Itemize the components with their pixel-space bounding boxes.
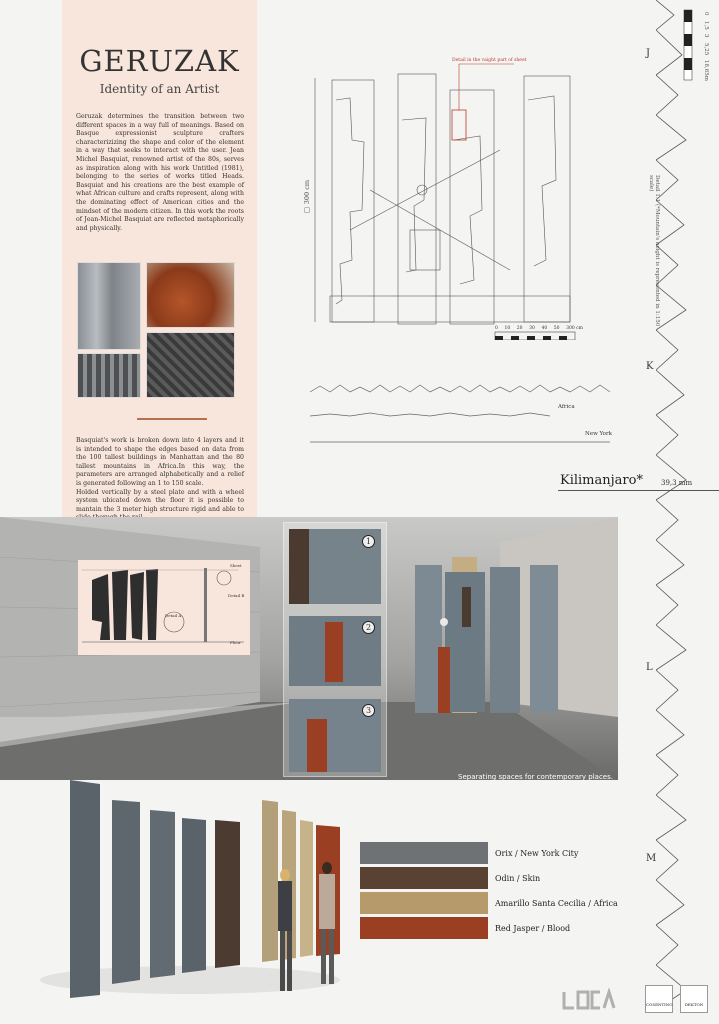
figures-photo [77, 353, 141, 398]
material-swatch-odin [360, 867, 488, 889]
brand-2-name: DEKTON [684, 1002, 704, 1007]
section-svg [78, 560, 250, 655]
render-caption: Separating spaces for contemporary places. [458, 773, 613, 781]
step-2-number: 2 [362, 621, 375, 634]
axis-letter-m: M [646, 853, 657, 864]
layers-paragraph-2: Holded vertically by a steel plate and with a wheel system ubicated down the floor it is possible to mantain the 3 meter high structure rigid and able to [76, 488, 244, 513]
profile-svg [310, 380, 610, 450]
layers-paragraph [76, 437, 244, 523]
scale-tick-30: 30 [529, 326, 535, 331]
brand-1-name: COSENTINO [646, 1002, 673, 1007]
scale-tick-labels [495, 326, 583, 331]
section-divider [137, 418, 207, 420]
panels-perspective [30, 770, 360, 1005]
scale-tick-10: 10 [504, 326, 511, 331]
sheet-label: Sheet [230, 563, 242, 568]
vertical-scale-labels [703, 12, 709, 92]
scale-value-2: 3 [703, 34, 709, 38]
detail-a-label: Detail A [165, 613, 182, 618]
assembly-steps [283, 522, 387, 777]
elevation-drawing [310, 60, 580, 340]
challenge-logo-icon [560, 988, 620, 1012]
step-3-number: 3 [362, 704, 375, 717]
scale-value-4: 18,65m [703, 60, 709, 81]
material-label-jasper: Red Jasper / Blood [495, 924, 571, 933]
poster-subtitle: Identity of an Artist [99, 82, 220, 96]
material-row-odin [360, 867, 660, 889]
scale-tick-50: 50 [553, 326, 560, 331]
material-label-odin: Odin / Skin [495, 874, 541, 883]
brand-logo-2 [680, 985, 708, 1013]
newyork-label: New York [585, 431, 612, 437]
scale-tick-20: 20 [516, 326, 523, 331]
kilimanjaro-label: Kilimanjaro* [560, 473, 643, 488]
scale-value-3: 5,25 [703, 42, 709, 55]
kilimanjaro-dimension: 39,3 mm [661, 479, 693, 487]
africa-label: Africa [558, 404, 575, 410]
detail-caption: Detail 1:1 (*Mountain's height is represented in 1:150 scale) [648, 175, 660, 327]
rust-sculpture-photo [146, 262, 235, 328]
section-detail-drawing [78, 560, 250, 655]
material-label-orix: Orix / New York City [495, 849, 579, 858]
material-row-amarillo [360, 892, 660, 914]
kilimanjaro-line [558, 490, 719, 491]
material-swatch-jasper [360, 917, 488, 939]
scale-value-0: 0 [703, 12, 709, 16]
brand-logo-1 [645, 985, 673, 1013]
step-1-number: 1 [362, 535, 375, 548]
layers-paragraph-1: Basquiat's work is broken down into 4 layers and it is intended to shape the edges based on data from the 100 tallest buildings in Manhattan and the 80 tallest mountains in Africa.In this way, the parameters are arranged alphabetically and a relief is generated following an 1 to 150 scale. [76, 437, 244, 487]
detail-note: Detail in the vaight part of sheet [452, 58, 527, 63]
material-row-jasper [360, 917, 660, 939]
right-zigzag [656, 0, 719, 1024]
scale-tick-0: 0 [495, 326, 498, 331]
elevation-svg [310, 60, 580, 340]
axis-letter-l: L [646, 662, 653, 673]
profile-lines [310, 380, 610, 450]
building-photo [77, 262, 141, 350]
axis-letter-j: J [646, 48, 651, 59]
axis-letter-k: K [646, 361, 654, 372]
pavement-photo [146, 332, 235, 398]
material-label-amarillo: Amarillo Santa Cecilia / Africa [495, 899, 618, 908]
material-row-orix [360, 842, 660, 864]
material-swatch-amarillo [360, 892, 488, 914]
scale-tick-300: 300 cm [566, 326, 583, 331]
height-label: □ 300 cm [303, 180, 311, 215]
zigzag-svg [656, 0, 719, 1024]
scale-tick-40: 40 [541, 326, 548, 331]
material-swatch-orix [360, 842, 488, 864]
poster-title: GERUZAK [79, 44, 240, 78]
intro-paragraph: Geruzak determines the transition between two different spaces in a way full of meanings. Based on Basque expressionist sculpture crafters characterizizing the shape and color of the element in a way that seeks to interact with the user. Jean Michel Basquiat, renowned artist of the 80s, serves as inspiration along with his work Untitled (1981), belonging to the series of works titled Heads. Basquiat and his creations are the best example of what African culture and crafts represent, along with the dominating effect of American cities and the mindset of the modern citizen. In this work the roots of Jean-Michel Basquiat are reflected metaphorically and physically. [76, 113, 244, 232]
floor-label: Floor [230, 640, 241, 645]
scale-value-1: 1,5 [703, 20, 709, 30]
detail-b-label: Detail B [228, 593, 245, 598]
perspective-svg [30, 770, 360, 1005]
